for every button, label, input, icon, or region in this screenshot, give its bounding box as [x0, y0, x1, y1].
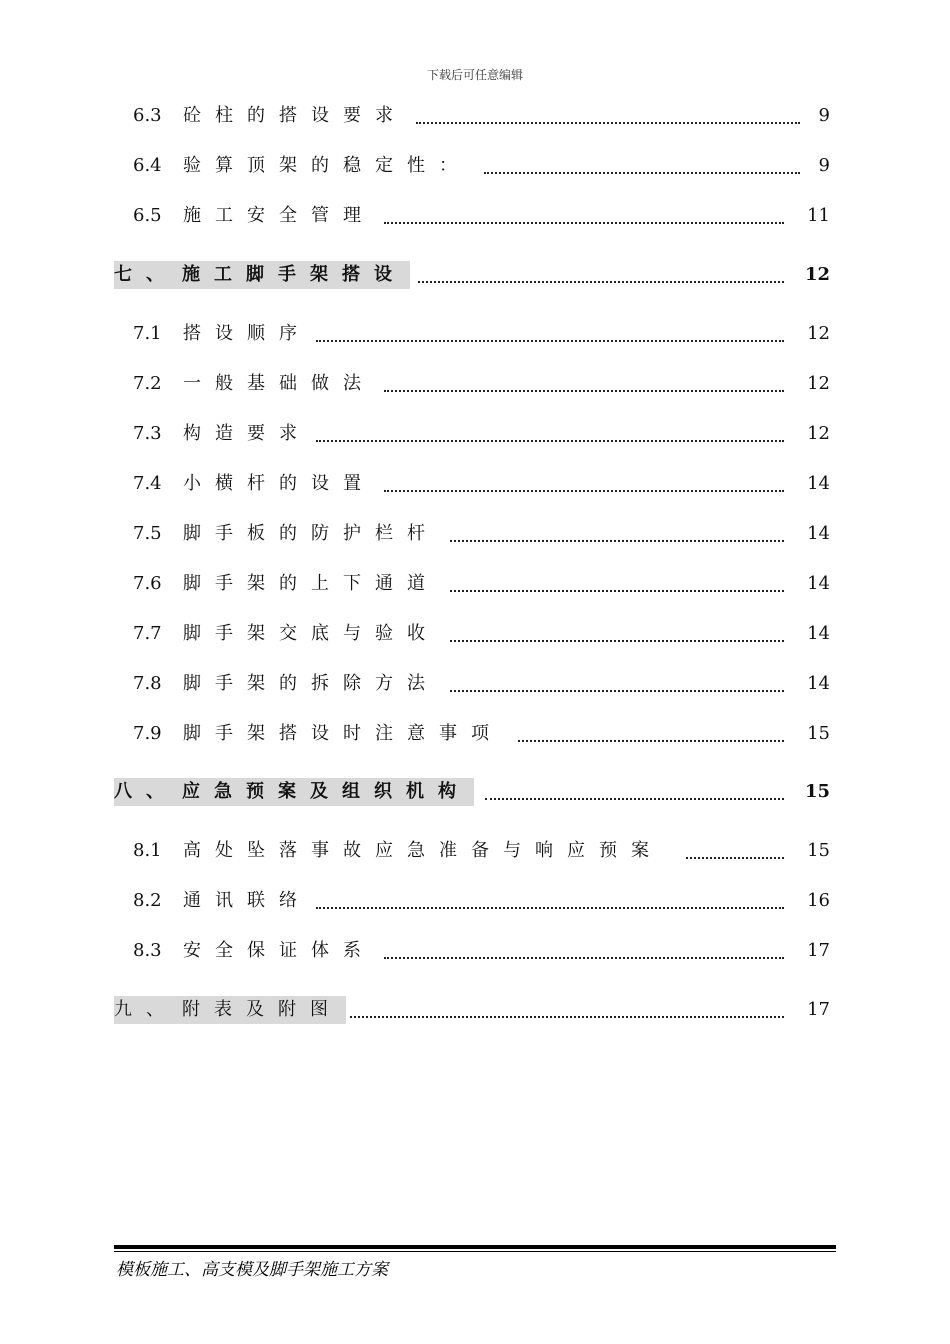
- toc-entry-title: 通讯联络: [183, 890, 311, 911]
- toc-chapter-number: 九、: [114, 999, 178, 1020]
- toc-chapter-title: 施工脚手架搭设: [182, 264, 406, 285]
- toc-entry-number: 8.3: [133, 940, 162, 961]
- toc-entry-label: [133, 470, 375, 498]
- toc-entry-page: 14: [807, 473, 830, 494]
- toc-entry-number: 8.2: [133, 890, 162, 911]
- toc-entry-title: 搭设顺序: [183, 323, 311, 344]
- toc-entry-number: 7.9: [133, 723, 162, 744]
- toc-entry-page: 12: [807, 323, 830, 344]
- toc-entry-8-2[interactable]: [0, 887, 950, 917]
- toc-chapter-number: 七、: [114, 264, 178, 285]
- toc-entry-title: 脚手架的上下通道: [183, 573, 439, 594]
- toc-entry-page: 12: [807, 373, 830, 394]
- toc-chapter-label: [114, 261, 410, 289]
- toc-entry-page: 15: [807, 723, 830, 744]
- dot-leader: [316, 312, 784, 342]
- toc-entry-title: 一般基础做法: [183, 373, 375, 394]
- toc-entry-page: 14: [807, 573, 830, 594]
- toc-entry-label: [133, 520, 439, 548]
- toc-entry-page: 9: [818, 155, 830, 176]
- footer-rule: [114, 1245, 836, 1249]
- toc-entry-6-5[interactable]: [0, 202, 950, 232]
- toc-entry-number: 7.8: [133, 673, 162, 694]
- toc-entry-page: 11: [807, 205, 830, 226]
- toc-entry-page: 14: [807, 523, 830, 544]
- toc-entry-label: [133, 152, 471, 180]
- dot-leader: [316, 412, 784, 442]
- toc-chapter-label: [114, 778, 474, 806]
- toc-entry-label: [133, 887, 311, 915]
- dot-leader: [418, 253, 784, 283]
- dot-leader: [686, 829, 784, 859]
- toc-chapter-title: 附表及附图: [182, 999, 342, 1020]
- toc-entry-7-3[interactable]: [0, 420, 950, 450]
- toc-entry-number: 7.1: [133, 323, 162, 344]
- dot-leader: [450, 562, 784, 592]
- toc-entry-number: 6.5: [133, 205, 162, 226]
- toc-entry-7-8[interactable]: [0, 670, 950, 700]
- toc-entry-title: 安全保证体系: [183, 940, 375, 961]
- dot-leader: [518, 712, 784, 742]
- dot-leader: [384, 362, 784, 392]
- toc-entry-number: 7.6: [133, 573, 162, 594]
- toc-entry-title: 施工安全管理: [183, 205, 375, 226]
- toc-entry-7-1[interactable]: [0, 320, 950, 350]
- toc-entry-label: [133, 837, 663, 865]
- toc-entry-title: 砼柱的搭设要求: [183, 105, 407, 126]
- toc-entry-label: [133, 420, 311, 448]
- toc-entry-title: 验算顶架的稳定性：: [183, 155, 471, 176]
- toc-entry-title: 脚手架搭设时注意事项: [183, 723, 503, 744]
- dot-leader: [384, 194, 784, 224]
- toc-entry-label: [133, 102, 407, 130]
- toc-entry-number: 7.2: [133, 373, 162, 394]
- toc-entry-number: 7.4: [133, 473, 162, 494]
- toc-entry-label: [133, 720, 503, 748]
- dot-leader: [316, 879, 784, 909]
- toc-entry-number: 7.3: [133, 423, 162, 444]
- toc-entry-label: [133, 570, 439, 598]
- toc-entry-6-4[interactable]: [0, 152, 950, 182]
- dot-leader: [350, 988, 784, 1018]
- toc-chapter-label: [114, 996, 346, 1024]
- header-note: 下载后可任意编辑: [426, 68, 523, 82]
- toc-entry-page: 12: [807, 423, 830, 444]
- toc-entry-number: 6.4: [133, 155, 162, 176]
- toc-entry-label: [133, 620, 439, 648]
- toc-entry-label: [133, 370, 375, 398]
- toc-chapter-9[interactable]: [0, 996, 950, 1026]
- toc-entry-8-1[interactable]: [0, 837, 950, 867]
- footer-rule-thin: [114, 1251, 836, 1252]
- toc-entry-label: [133, 670, 439, 698]
- dot-leader: [384, 462, 784, 492]
- dot-leader: [450, 512, 784, 542]
- toc-entry-number: 8.1: [133, 840, 162, 861]
- toc-chapter-page: 17: [807, 999, 830, 1020]
- toc-entry-page: 15: [807, 840, 830, 861]
- toc-entry-number: 6.3: [133, 105, 162, 126]
- toc-chapter-8[interactable]: [0, 778, 950, 808]
- toc-entry-title: 脚手板的防护栏杆: [183, 523, 439, 544]
- toc-entry-7-7[interactable]: [0, 620, 950, 650]
- dot-leader: [450, 662, 784, 692]
- toc-entry-page: 14: [807, 623, 830, 644]
- footer-document-title: 模板施工、高支模及脚手架施工方案: [116, 1260, 388, 1280]
- toc-entry-label: [133, 202, 375, 230]
- toc-entry-title: 高处坠落事故应急准备与响应预案: [183, 840, 663, 861]
- toc-entry-label: [133, 937, 375, 965]
- toc-chapter-page: 15: [804, 781, 830, 802]
- toc-entry-page: 17: [807, 940, 830, 961]
- toc-entry-page: 16: [807, 890, 830, 911]
- dot-leader: [485, 770, 784, 800]
- toc-entry-title: 小横杆的设置: [183, 473, 375, 494]
- toc-entry-7-5[interactable]: [0, 520, 950, 550]
- toc-entry-number: 7.7: [133, 623, 162, 644]
- toc-entry-7-6[interactable]: [0, 570, 950, 600]
- toc-entry-label: [133, 320, 311, 348]
- dot-leader: [416, 94, 800, 124]
- toc-chapter-7[interactable]: [0, 261, 950, 291]
- dot-leader: [450, 612, 784, 642]
- toc-entry-title: 脚手架交底与验收: [183, 623, 439, 644]
- toc-entry-7-2[interactable]: [0, 370, 950, 400]
- toc-entry-title: 构造要求: [183, 423, 311, 444]
- toc-entry-number: 7.5: [133, 523, 162, 544]
- toc-entry-7-4[interactable]: [0, 470, 950, 500]
- dot-leader: [484, 144, 800, 174]
- toc-entry-8-3[interactable]: [0, 937, 950, 967]
- toc-entry-page: 14: [807, 673, 830, 694]
- toc-entry-title: 脚手架的拆除方法: [183, 673, 439, 694]
- toc-chapter-number: 八、: [114, 781, 178, 802]
- dot-leader: [384, 929, 784, 959]
- toc-chapter-page: 12: [804, 264, 830, 285]
- toc-entry-7-9[interactable]: [0, 720, 950, 750]
- toc-entry-6-3[interactable]: [0, 102, 950, 132]
- toc-entry-page: 9: [818, 105, 830, 126]
- toc-chapter-title: 应急预案及组织机构: [182, 781, 470, 802]
